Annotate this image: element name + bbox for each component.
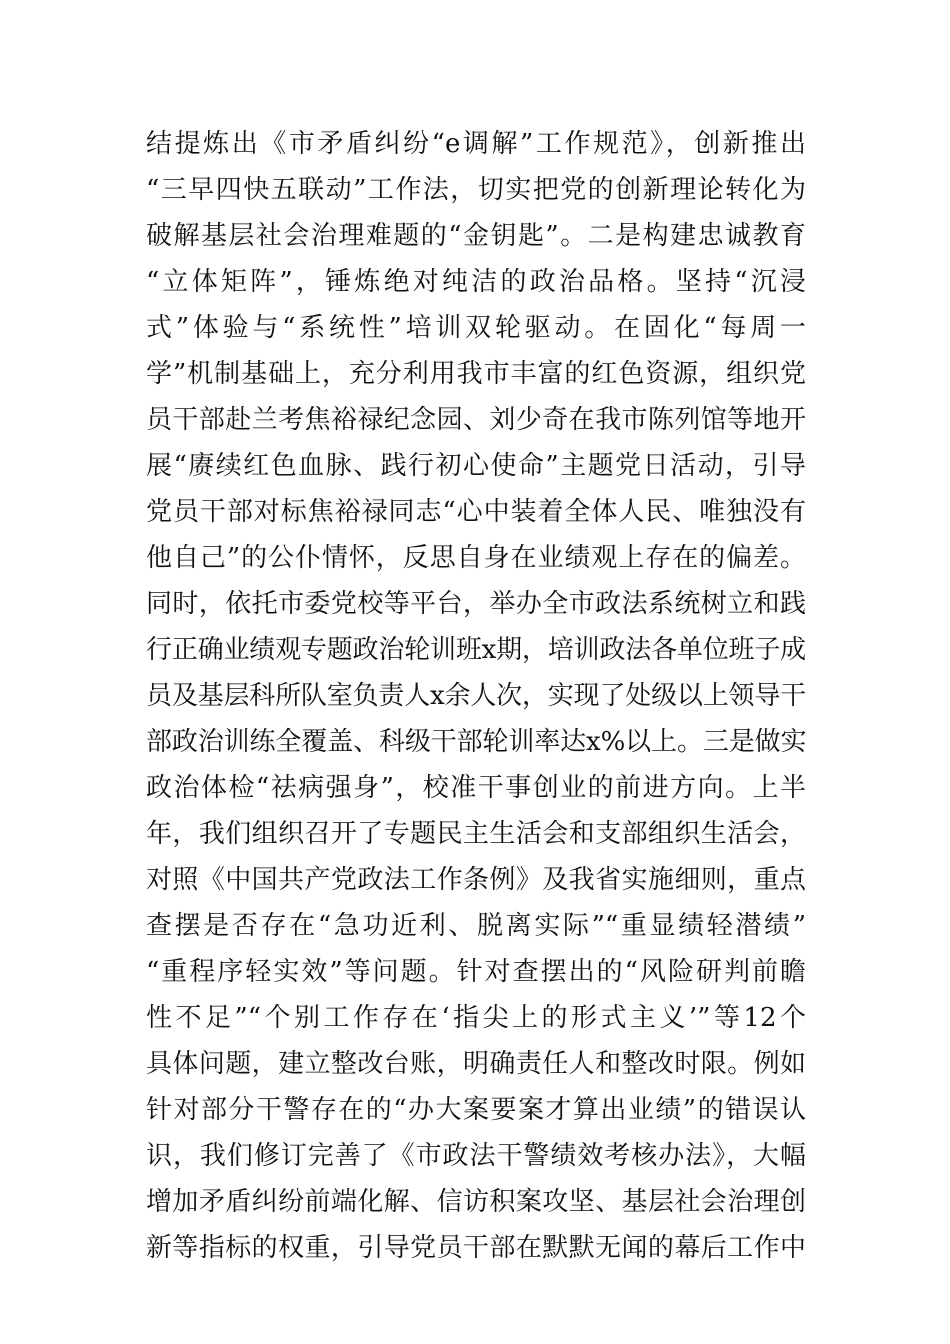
text-line: “三早四快五联动”工作法，切实把党的创新理论转化为 bbox=[146, 175, 806, 205]
text-line: 学”机制基础上，充分利用我市丰富的红色资源，组织党 bbox=[146, 359, 806, 389]
text-line: 式”体验与“系统性”培训双轮驱动。在固化“每周一 bbox=[146, 313, 806, 343]
text-line: 党员干部对标焦裕禄同志“心中装着全体人民、唯独没有 bbox=[146, 497, 806, 527]
text-line: 行正确业绩观专题政治轮训班x期，培训政法各单位班子成 bbox=[146, 635, 806, 665]
text-line: 员干部赴兰考焦裕禄纪念园、刘少奇在我市陈列馆等地开 bbox=[146, 405, 806, 435]
text-line: 具体问题，建立整改台账，明确责任人和整改时限。例如 bbox=[146, 1049, 806, 1079]
text-line: 破解基层社会治理难题的“金钥匙”。二是构建忠诚教育 bbox=[146, 221, 806, 251]
text-line: 部政治训练全覆盖、科级干部轮训率达x%以上。三是做实 bbox=[146, 727, 807, 757]
text-line: 年，我们组织召开了专题民主生活会和支部组织生活会， bbox=[146, 819, 806, 849]
text-line: 同时，依托市委党校等平台，举办全市政法系统树立和践 bbox=[146, 589, 806, 619]
text-line: 识，我们修订完善了《市政法干警绩效考核办法》，大幅 bbox=[146, 1141, 806, 1171]
text-line: 展“赓续红色血脉、践行初心使命”主题党日活动，引导 bbox=[146, 451, 806, 481]
text-line: 结提炼出《市矛盾纠纷“e调解”工作规范》，创新推出 bbox=[146, 129, 806, 159]
text-line: 查摆是否存在“急功近利、脱离实际”“重显绩轻潜绩” bbox=[146, 911, 806, 941]
text-line: 对照《中国共产党政法工作条例》及我省实施细则，重点 bbox=[146, 865, 806, 895]
text-line: 他自己”的公仆情怀，反思自身在业绩观上存在的偏差。 bbox=[146, 543, 806, 573]
text-line: 政治体检“祛病强身”，校准干事创业的前进方向。上半 bbox=[146, 773, 806, 803]
text-line: 针对部分干警存在的“办大案要案才算出业绩”的错误认 bbox=[146, 1095, 806, 1125]
text-line: “立体矩阵”，锤炼绝对纯洁的政治品格。坚持“沉浸 bbox=[146, 267, 806, 297]
text-line: 性不足”“个别工作存在‘指尖上的形式主义’”等12个 bbox=[146, 1003, 806, 1033]
body-text bbox=[146, 121, 806, 1271]
text-line: 增加矛盾纠纷前端化解、信访积案攻坚、基层社会治理创 bbox=[146, 1187, 806, 1217]
text-line: 新等指标的权重，引导党员干部在默默无闻的幕后工作中 bbox=[146, 1233, 806, 1263]
text-line: “重程序轻实效”等问题。针对查摆出的“风险研判前瞻 bbox=[146, 957, 806, 987]
text-line: 员及基层科所队室负责人x余人次，实现了处级以上领导干 bbox=[146, 681, 806, 711]
